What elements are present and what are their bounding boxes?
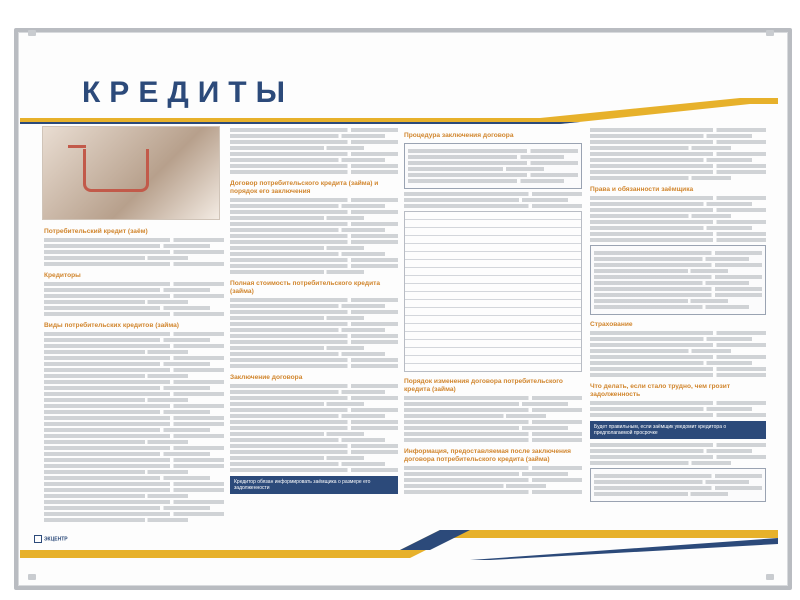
column-4 <box>590 126 766 505</box>
frame-hook <box>766 30 774 36</box>
rights-diagram <box>590 245 766 315</box>
section-heading: Порядок изменения договора потребительского кредита (займа) <box>404 378 563 393</box>
shopping-cart-photo <box>42 126 220 220</box>
frame-hook <box>28 574 36 580</box>
poster-title: КРЕДИТЫ <box>82 76 294 109</box>
section-heading: Договор потребительского кредита (займа) и порядок его заключения <box>230 180 379 195</box>
frame-hook <box>766 574 774 580</box>
column-3 <box>404 126 582 496</box>
column-1 <box>44 222 224 524</box>
publisher-name: ЭКЦЕНТР <box>44 536 68 543</box>
section-heading: Потребительский кредит (заём) <box>44 228 148 235</box>
footer-swoosh <box>20 520 778 560</box>
section-heading: Процедура заключения договора <box>404 132 514 139</box>
section-heading: Что делать, если стало трудно, чем грозит задолженность <box>590 383 731 398</box>
cart-icon <box>83 149 149 192</box>
info-callout: Будет правильным, если заёмщик уведомит кредитора о предполагаемой просрочке <box>590 421 766 439</box>
procedure-box <box>404 143 582 189</box>
publisher-logo <box>34 535 68 543</box>
section-heading: Информация, предоставляемая после заключения договора потребительского кредита (займа) <box>404 448 571 463</box>
section-heading: Заключение договора <box>230 374 303 381</box>
logo-icon <box>34 535 42 543</box>
frame-hook <box>28 30 36 36</box>
header-swoosh <box>20 96 778 128</box>
column-2 <box>230 126 398 498</box>
conditions-table <box>404 211 582 372</box>
section-heading: Виды потребительских кредитов (займа) <box>44 322 179 329</box>
example-box <box>590 468 766 502</box>
info-callout: Кредитор обязан информировать заёмщика о размере его задолженности <box>230 476 398 494</box>
section-heading: Права и обязанности заёмщика <box>590 186 694 193</box>
section-heading: Кредиторы <box>44 272 81 279</box>
section-heading: Полная стоимость потребительского кредита (займа) <box>230 280 381 295</box>
section-heading: Страхование <box>590 321 633 328</box>
